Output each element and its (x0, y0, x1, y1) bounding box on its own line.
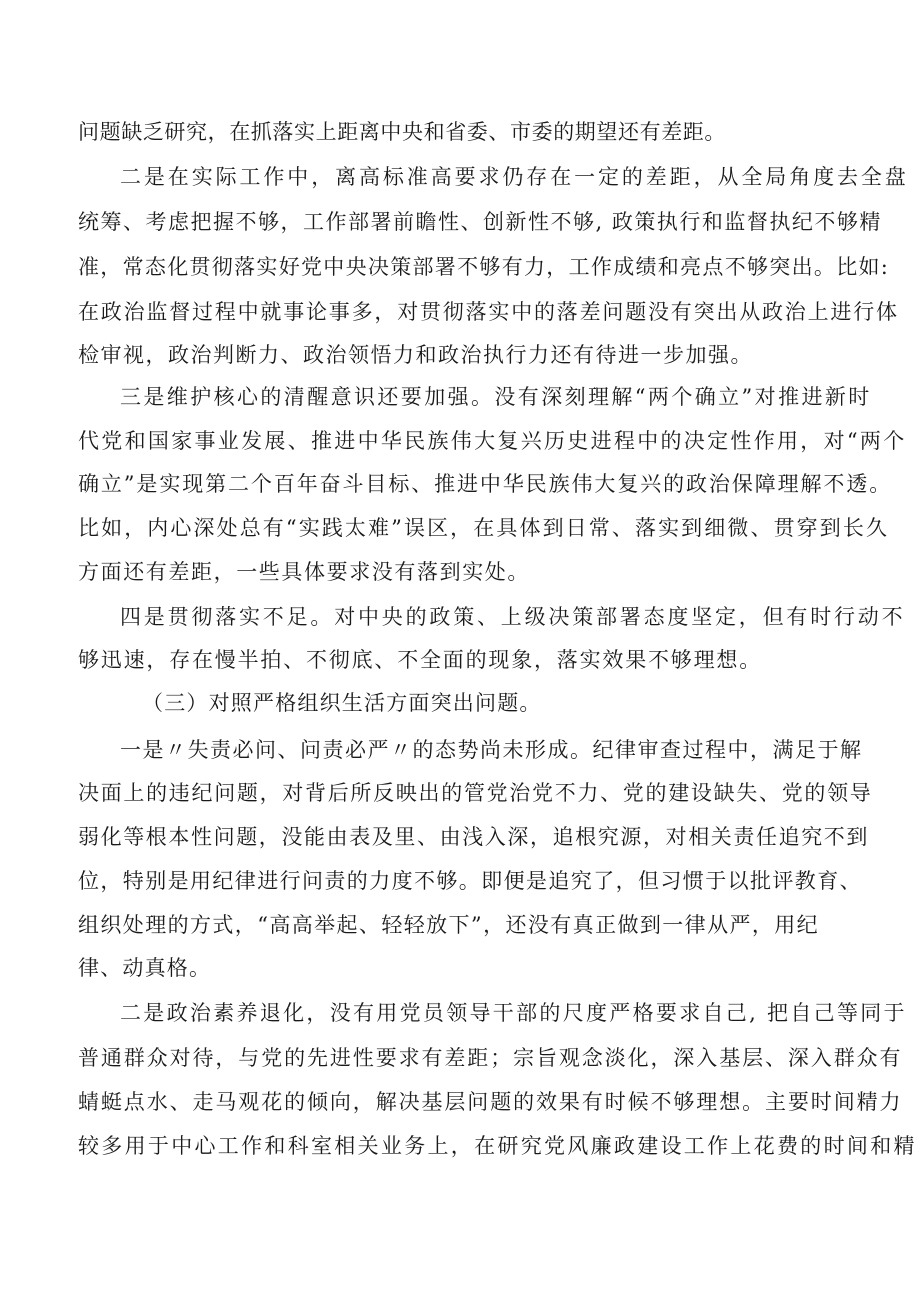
text-line: 二是政治素养退化，没有用党员领导干部的尺度严格要求自己, 把自己等同于 (120, 1001, 907, 1025)
text-line: 二是在实际工作中，离高标准高要求仍存在一定的差距，从全局角度去全盘 (120, 165, 909, 189)
text-line: 检审视，政治判断力、政治领悟力和政治执行力还有待进一步加强。 (78, 343, 753, 367)
text-line: 够迅速，存在慢半拍、不彻底、不全面的现象，落实效果不够理想。 (78, 648, 762, 672)
text-line: 确立”是实现第二个百年奋斗目标、推进中华民族伟大复兴的政治保障理解不透。 (78, 472, 893, 496)
text-line: 在政治监督过程中就事论事多，对贯彻落实中的落差问题没有突出从政治上进行体 (78, 300, 899, 324)
text-line: 比如，内心深处总有“实践太难”误区，在具体到日常、落实到细微、贯穿到长久 (78, 516, 890, 540)
text-line: 普通群众对待，与党的先进性要求有差距；宗旨观念淡化，深入基层、深入群众有 (78, 1046, 903, 1070)
text-line: 代党和国家事业发展、推进中华民族伟大复兴历史进程中的决定性作用，对“两个 (78, 429, 907, 453)
text-line: 一是〃失责必问、问责必严〃的态势尚未形成。纪律审查过程中，满足于解 (120, 738, 863, 762)
text-line: 准，常态化贯彻落实好党中央决策部署不够有力，工作成绩和亮点不够突出。比如: (78, 255, 890, 279)
text-line: 较多用于中心工作和科室相关业务上，在研究党风廉政建设工作上花费的时间和精 (78, 1134, 917, 1158)
text-line: 组织处理的方式，“高高举起、轻轻放下”，还没有真正做到一律从严，用纪 (78, 913, 820, 937)
text-line: 方面还有差距，一些具体要求没有落到实处。 (78, 560, 530, 584)
text-line: 四是贯彻落实不足。对中央的政策、上级决策部署态度坚定，但有时行动不 (120, 605, 906, 629)
text-line: 蜻蜓点水、走马观花的倾向，解决基层问题的效果有时候不够理想。主要时间精力 (78, 1090, 903, 1114)
text-line: 统筹、考虑把握不够，工作部署前瞻性、创新性不够, 政策执行和监督执纪不够精 (78, 210, 882, 234)
text-line: 三是维护核心的清醒意识还要加强。没有深刻理解“两个确立”对推进新时 (120, 385, 872, 409)
section-heading: （三）对照严格组织生活方面突出问题。 (142, 691, 542, 715)
text-line: 问题缺乏研究，在抓落实上距离中央和省委、市委的期望还有差距。 (78, 120, 726, 144)
text-line: 律、动真格。 (78, 956, 212, 980)
text-line: 位，特别是用纪律进行问责的力度不够。即便是追究了，但习惯于以批评教育、 (78, 869, 862, 893)
text-line: 决面上的违纪问题，对背后所反映出的管党治党不力、党的建设缺失、党的领导 (78, 781, 873, 805)
text-line: 弱化等根本性问题，没能由表及里、由浅入深，追根究源，对相关责任追究不到 (78, 825, 869, 849)
